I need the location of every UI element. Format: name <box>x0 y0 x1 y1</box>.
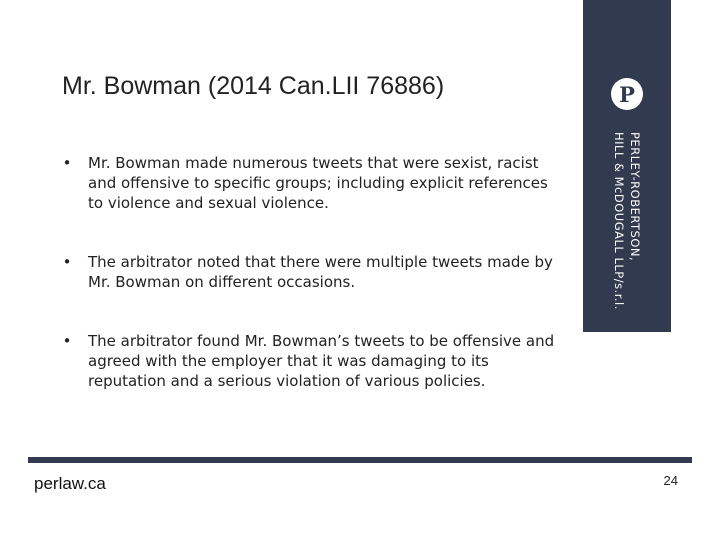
bullet-text: The arbitrator noted that there were multiple tweets made by Mr. Bowman on different occasions. <box>88 253 553 291</box>
bullet-list <box>60 153 560 391</box>
brand-panel <box>583 0 671 332</box>
bullet-marker: • <box>62 332 72 350</box>
slide-title: Mr. Bowman (2014 Can.LII 76886) <box>62 72 445 100</box>
bullet-item <box>60 331 560 391</box>
bullet-item <box>60 153 560 213</box>
firm-name-line-2: HILL & McDOUGALL LLP/s.r.l. <box>612 132 626 310</box>
logo-letter: P <box>619 81 635 107</box>
footer-website: perlaw.ca <box>34 474 106 493</box>
bullet-text: The arbitrator found Mr. Bowman’s tweets to be offensive and agreed with the employer that it was damaging to its reputation and a serious violation of various policies. <box>88 332 555 390</box>
firm-name <box>597 132 657 310</box>
firm-logo-icon <box>611 78 643 110</box>
bullet-marker: • <box>62 154 72 172</box>
firm-name-line-1: PERLEY-ROBERTSON, <box>628 132 642 262</box>
page-number: 24 <box>663 473 678 488</box>
bullet-marker: • <box>62 253 72 271</box>
footer-divider <box>28 457 692 463</box>
bullet-item <box>60 252 560 292</box>
bullet-text: Mr. Bowman made numerous tweets that were sexist, racist and offensive to specific groups; including explicit references to violence and sexual violence. <box>88 154 548 212</box>
